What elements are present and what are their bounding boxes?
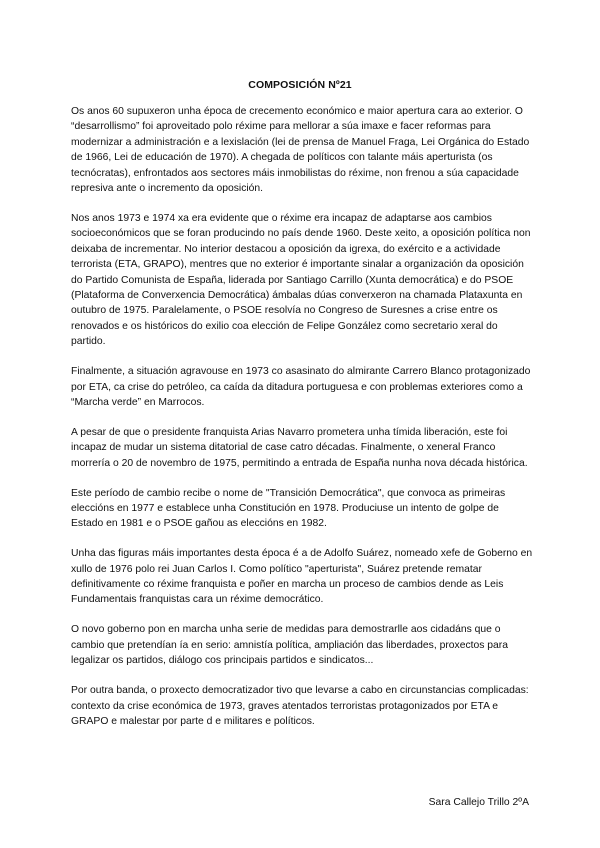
paragraph: A pesar de que o presidente franquista Arias Navarro prometera unha tímida liberación, este foi incapaz de mudar un sistema ditatorial de case catro décadas. Finalmente, o xeneral Franco morrería o 20 de novembro de 1975, permitindo a entrada de España nunha nova década histórica. — [71, 426, 528, 469]
paragraph: Este período de cambio recibe o nome de "Transición Democrática", que convoca as primeiras eleccións en 1977 e establece unha Constitución en 1978. Produciuse un intento de golpe de Estado en 1981 e o PSOE gañou as eleccións en 1982. — [71, 487, 506, 530]
page-title: COMPOSICIÓN Nº21 — [248, 79, 352, 91]
paragraph: Nos anos 1973 e 1974 xa era evidente que o réxime era incapaz de adaptarse aos cambios socioeconómicos que se foran producindo no país dende 1960. Deste xeito, a oposición política non deixaba de incrementar. No interior destacou a oposición da igrexa, do exército e a actividade terrorista (ETA, GRAPO), mentres que no exterior é importante sinalar a organización da oposición do Partido Comunista de España, liderada por Santiago Carrillo (Xunta democrática) e do PSOE (Plataforma de Converxencia Democrática) ámbalas dúas converxeron na chamada Plataxunta en outubro de 1975. Paralelamente, o PSOE resolvía no Congreso de Suresnes a crise entre os renovados e os históricos do exilio coa elección de Felipe González como secretario xeral do partido. — [71, 212, 531, 348]
paragraph: Finalmente, a situación agravouse en 1973 co asasinato do almirante Carrero Blanco protagonizado por ETA, ca crise do petróleo, ca caída da ditadura portuguesa e con problemas exteriores como a “Marcha verde” en Marrocos. — [71, 366, 531, 408]
paragraph: Por outra banda, o proxecto democratizador tivo que levarse a cabo en circunstancias complicadas: contexto da crise económica de 1973, graves atentados terroristas protagonizados por ETA e GRAPO e malestar por parte d e militares e políticos. — [71, 685, 529, 727]
paragraph: Os anos 60 supuxeron unha época de crecemento económico e maior apertura cara ao exterior. O “desarrollismo” foi aproveitado polo réxime para mellorar a súa imaxe e facer reformas para modernizar a administración e a lexislación (lei de prensa de Manuel Fraga, Lei Orgánica do Estado de 1966, Lei de educación de 1970). A chegada de políticos con talante máis aperturista (os tecnócratas), enfrontados aos sectores máis inmobilistas do réxime, non frenou a súa capacidade represiva ante o incremento da oposición. — [71, 106, 530, 195]
document-body — [71, 104, 533, 744]
author-signature: Sara Callejo Trillo 2ºA — [428, 797, 529, 808]
paragraph: Unha das figuras máis importantes desta época é a de Adolfo Suárez, nomeado xefe de Goberno en xullo de 1976 polo rei Juan Carlos I. Como político "aperturista", Suárez pretende rematar definitivamente co réxime franquista e poñer en marcha un proceso de cambios dende as Leis Fundamentais franquistas cara un réxime democrático. — [71, 548, 533, 606]
paragraph: O novo goberno pon en marcha unha serie de medidas para demostrarlle aos cidadáns que o cambio que pretendían ía en serio: amnistía política, ampliación das liberdades, proxectos para legalizar os partidos, diálogo cos principais partidos e sindicatos... — [71, 624, 508, 667]
